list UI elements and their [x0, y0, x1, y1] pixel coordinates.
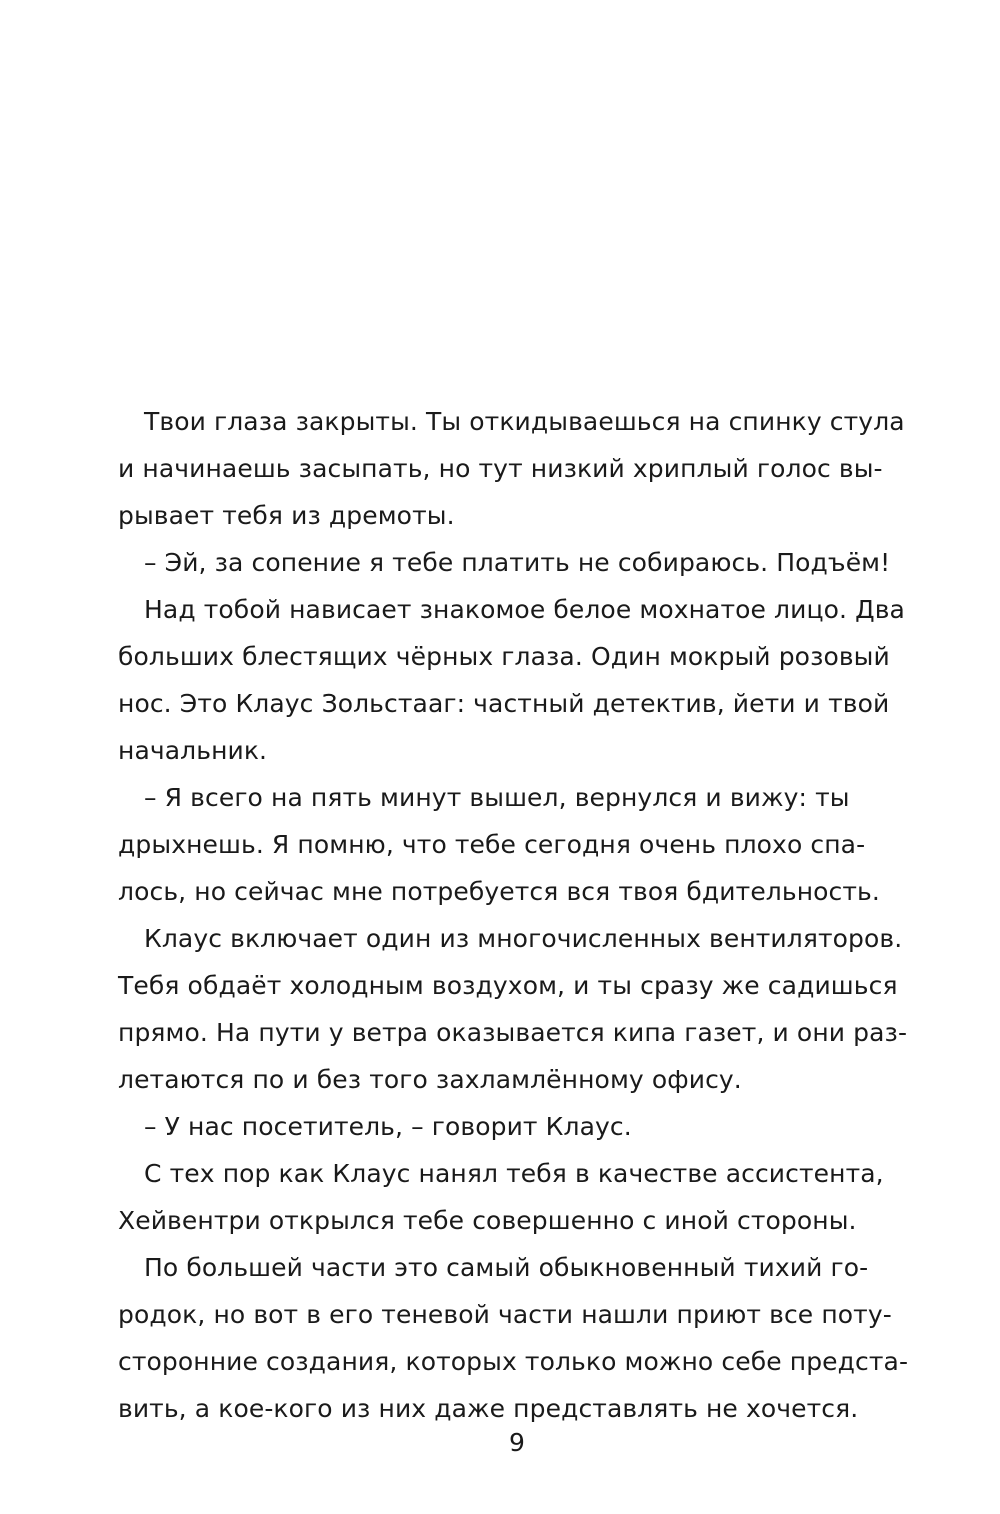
text-line: Клаус включает один из многочисленных вентиляторов.	[144, 924, 903, 953]
text-line: лось, но сейчас мне потребуется вся твоя бдительность.	[118, 877, 880, 906]
text-line: дрыхнешь. Я помню, что тебе сегодня очень плохо спа-	[118, 830, 866, 859]
text-line: вить, а кое-кого из них даже представлять не хочется.	[118, 1394, 859, 1423]
text-line: – Я всего на пять минут вышел, вернулся и вижу: ты	[144, 783, 850, 812]
text-line: и начинаешь засыпать, но тут низкий хриплый голос вы-	[118, 454, 883, 483]
text-line: нос. Это Клаус Зольстааг: частный детектив, йети и твой	[118, 689, 890, 718]
page-number: 9	[509, 1428, 525, 1457]
text-line: С тех пор как Клаус нанял тебя в качестве ассистента,	[144, 1159, 884, 1188]
text-line: По большей части это самый обыкновенный тихий го-	[144, 1253, 869, 1282]
text-line: Хейвентри открылся тебе совершенно с иной стороны.	[118, 1206, 857, 1235]
text-line: родок, но вот в его теневой части нашли приют все поту-	[118, 1300, 892, 1329]
body-text	[118, 398, 918, 1432]
text-line: Над тобой нависает знакомое белое мохнатое лицо. Два	[144, 595, 905, 624]
text-line: летаются по и без того захламлённому офису.	[118, 1065, 742, 1094]
text-line: – У нас посетитель, – говорит Клаус.	[144, 1112, 632, 1141]
text-line: Твои глаза закрыты. Ты откидываешься на спинку стула	[144, 407, 905, 436]
text-line: сторонние создания, которых только можно себе предста-	[118, 1347, 909, 1376]
text-line: Тебя обдаёт холодным воздухом, и ты сразу же садишься	[118, 971, 898, 1000]
text-line: рывает тебя из дремоты.	[118, 501, 455, 530]
text-line: прямо. На пути у ветра оказывается кипа газет, и они раз-	[118, 1018, 908, 1047]
text-line: начальник.	[118, 736, 268, 765]
text-line: – Эй, за сопение я тебе платить не собираюсь. Подъём!	[144, 548, 891, 577]
text-line: больших блестящих чёрных глаза. Один мокрый розовый	[118, 642, 890, 671]
